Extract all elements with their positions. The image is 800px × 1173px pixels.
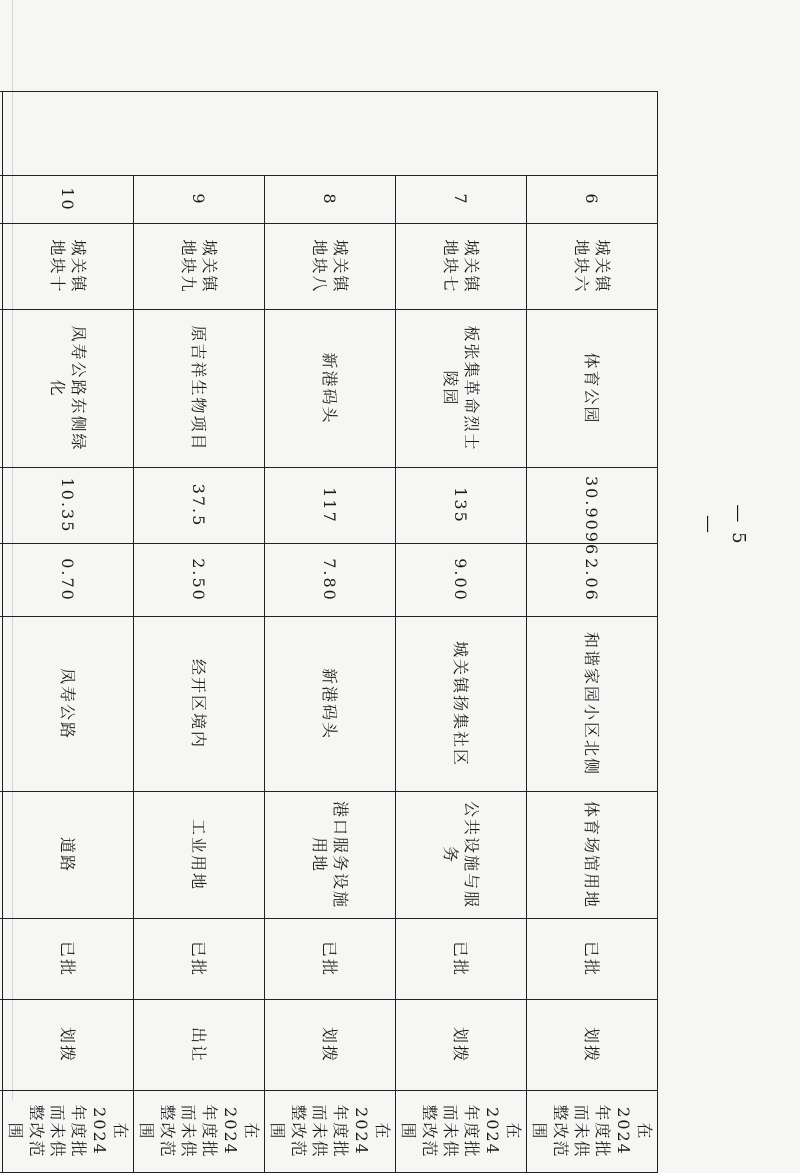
land-use: 工业用地 <box>134 792 265 919</box>
plot-name <box>0 224 3 310</box>
remark: 在 2024 年度批而未供整改范围 <box>3 1091 134 1173</box>
row-number: 7 <box>396 176 527 224</box>
area-value-a <box>0 468 3 544</box>
area-value-b: 7.80 <box>265 544 396 617</box>
project-name: 新港码头 <box>265 310 396 468</box>
plot-name: 城关镇地块十 <box>3 224 134 310</box>
area-value-a: 135 <box>396 468 527 544</box>
table-row <box>396 92 527 1173</box>
remark <box>0 1091 3 1173</box>
plot-name: 城关镇地块六 <box>527 224 658 310</box>
area-value-a: 10.35 <box>3 468 134 544</box>
project-name: 板张集革命烈士陵园 <box>396 310 527 468</box>
plot-location: 和谐家园小区北侧 <box>527 617 658 792</box>
land-supply-table <box>0 91 658 1173</box>
supply-method: 划拨 <box>3 1000 134 1091</box>
table-row <box>265 92 396 1173</box>
project-name: 凤寿公路东侧绿化 <box>3 310 134 468</box>
project-name: 体育公园 <box>527 310 658 468</box>
project-name: 原吉祥生物项目 <box>134 310 265 468</box>
area-value-a: 37.5 <box>134 468 265 544</box>
remark: 在 2024 年度批而未供整改范围 <box>265 1091 396 1173</box>
land-use <box>0 792 3 919</box>
table-row <box>527 92 658 1173</box>
land-use: 公共设施与服务 <box>396 792 527 919</box>
supply-method: 划拨 <box>527 1000 658 1091</box>
project-name <box>0 310 3 468</box>
row-number: 9 <box>134 176 265 224</box>
plot-location: 城关镇扬集社区 <box>396 617 527 792</box>
approval-status: 已批 <box>134 919 265 1000</box>
approval-status <box>0 919 3 1000</box>
table-row <box>134 92 265 1173</box>
plot-name: 城关镇地块九 <box>134 224 265 310</box>
approval-status: 已批 <box>527 919 658 1000</box>
area-value-b: 2.50 <box>134 544 265 617</box>
plot-location: 经开区境内 <box>134 617 265 792</box>
plot-location <box>0 617 3 792</box>
area-value-b: 2.06 <box>527 544 658 617</box>
page-number: — 5 — <box>698 504 749 546</box>
remark: 在 2024 年度批而未供整改范围 <box>134 1091 265 1173</box>
plot-name: 城关镇地块八 <box>265 224 396 310</box>
plot-location: 新港码头 <box>265 617 396 792</box>
area-value-a: 117 <box>265 468 396 544</box>
area-value-a: 30.9096 <box>527 468 658 544</box>
table-row <box>0 92 3 1173</box>
land-table-rotated <box>6 91 658 1159</box>
approval-status: 已批 <box>396 919 527 1000</box>
area-value-b <box>0 544 3 617</box>
approval-status: 已批 <box>265 919 396 1000</box>
plot-location: 凤寿公路 <box>3 617 134 792</box>
row-number: 8 <box>265 176 396 224</box>
remark: 在 2024 年度批而未供整改范围 <box>527 1091 658 1173</box>
supply-method <box>0 1000 3 1091</box>
township-cell <box>0 92 3 176</box>
area-value-b: 0.70 <box>3 544 134 617</box>
supply-method: 划拨 <box>265 1000 396 1091</box>
row-number: 6 <box>527 176 658 224</box>
approval-status: 已批 <box>3 919 134 1000</box>
land-use: 港口服务设施用地 <box>265 792 396 919</box>
supply-method: 划拨 <box>396 1000 527 1091</box>
plot-name: 城关镇地块七 <box>396 224 527 310</box>
land-use: 体育场馆用地 <box>527 792 658 919</box>
township-cell-empty <box>3 92 658 176</box>
land-use: 道路 <box>3 792 134 919</box>
supply-method: 出让 <box>134 1000 265 1091</box>
row-number: 10 <box>3 176 134 224</box>
area-value-b: 9.00 <box>396 544 527 617</box>
remark: 在 2024 年度批而未供整改范围 <box>396 1091 527 1173</box>
row-number <box>0 176 3 224</box>
table-row <box>3 92 134 1173</box>
